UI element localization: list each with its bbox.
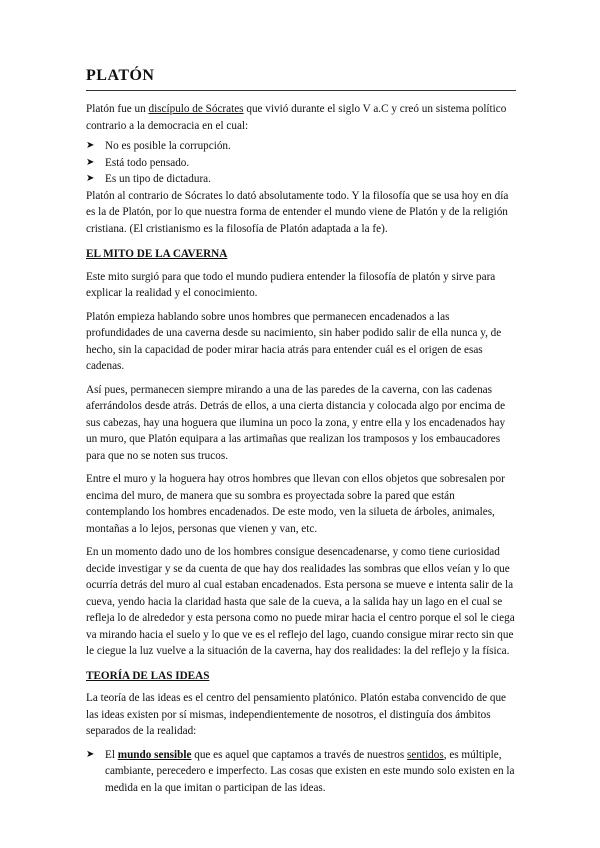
intro-continuation: Platón al contrario de Sócrates lo dató absolutamente todo. Y la filosofía que se usa hoy en día es la de Platón, por lo que nuestra forma de entender el mundo viene de Platón y de la religión cristiana. (El cristianismo es la filosofía de Platón adaptada a la fe). [86,189,509,235]
list-item: ➤ Está todo pensado. [86,155,516,172]
arrowhead-bullet-icon: ➤ [86,173,95,184]
intro-text-cont: que vivió durante el siglo V a.C y creó un sistema político contrario a la democracia en el cual: [86,103,507,132]
arrowhead-bullet-icon: ➤ [86,140,95,151]
page-title: PLATÓN [86,66,516,91]
body-paragraph: La teoría de las ideas es el centro del pensamiento platónico. Platón estaba convencido de que las ideas existen por sí mismas, independientemente de nosotros, el distinguía dos ámbitos separados de la realidad: [86,692,507,737]
body-paragraph: Este mito surgió para que todo el mundo pudiera entender la filosofía de platón y sirve para explicar la realidad y el conocimiento. [86,270,496,299]
list-item: ➤ El mundo sensible que es aquel que captamos a través de nuestros sentidos, es múltiple, cambiante, perecedero e imperfecto. Las cosas que existen en este mundo solo existen en la medida en la que imitan o participan de las ideas. [86,748,515,794]
body-paragraph: Así pues, permanecen siempre mirando a una de las paredes de la caverna, con las cadenas aferrándolos desde atrás. Detrás de ellos, a una cierta distancia y colocada algo por encima de sus cabezas, hay una hoguera que ilumina un poco la zona, y entre ella y los encadenados hay un muro, que Platón equipara a las artimañas que realizan los tramposos y los embaucadores para que no se noten sus trucos. [86,383,506,462]
arrowhead-bullet-icon: ➤ [86,156,95,168]
section-heading-caverna: EL MITO DE LA CAVERNA [86,248,228,260]
intro-bullet-list [86,138,516,188]
body-paragraph: Entre el muro y la hoguera hay otros hombres que llevan con ellos objetos que sobresalen por encima del muro, de manera que su sombra es proyectada sobre la pared que están contemplando los hombres encadenados. De este modo, ven la silueta de árboles, animales, montañas a lo lejos, personas que vienen y van, etc. [86,473,505,535]
body-paragraph: En un momento dado uno de los hombres consigue desencadenarse, y como tiene curiosidad decide investigar y se da cuenta de que hay dos realidades las sombras que ellos veían y lo que ocurría detrás del muro al cual estaban encadenados. Esta persona se mueve e intenta salir de la cueva, yendo hacia la claridad hasta que sale de la cueva, a la salida hay un lago en el cual se refleja lo de alrededor y esta persona como no puede mirar hacia el centro porque el sol le ciega va mirando hacia el suelo y lo que ve es el reflejo del lago, cuando consigue mirar recto sin que le ciegue la luz vuelve a la situación de la caverna, hay dos realidades: la del reflejo y la física. [86,546,515,657]
ideas-bullet-list [86,747,516,797]
list-item: ➤ Es un tipo de dictadura. [86,171,516,188]
intro-paragraph [86,101,516,134]
mundo-sensible-term: mundo sensible [117,748,192,761]
socrates-link[interactable]: discípulo de Sócrates [148,103,244,115]
arrowhead-bullet-icon: ➤ [86,748,95,760]
intro-text: Platón fue un [86,103,149,115]
sentidos-link[interactable]: sentidos [407,748,444,761]
body-paragraph: Platón empieza hablando sobre unos hombres que permanecen encadenados a las profundidades de una caverna desde su nacimiento, sin haber podido salir de ella nunca y, de hecho, sin la capacidad de poder mirar hacia atrás para entender cuál es el origen de esas cadenas. [86,310,502,372]
list-item: ➤ No es posible la corrupción. [86,138,516,155]
section-heading-ideas: TEORÍA DE LAS IDEAS [86,669,210,682]
